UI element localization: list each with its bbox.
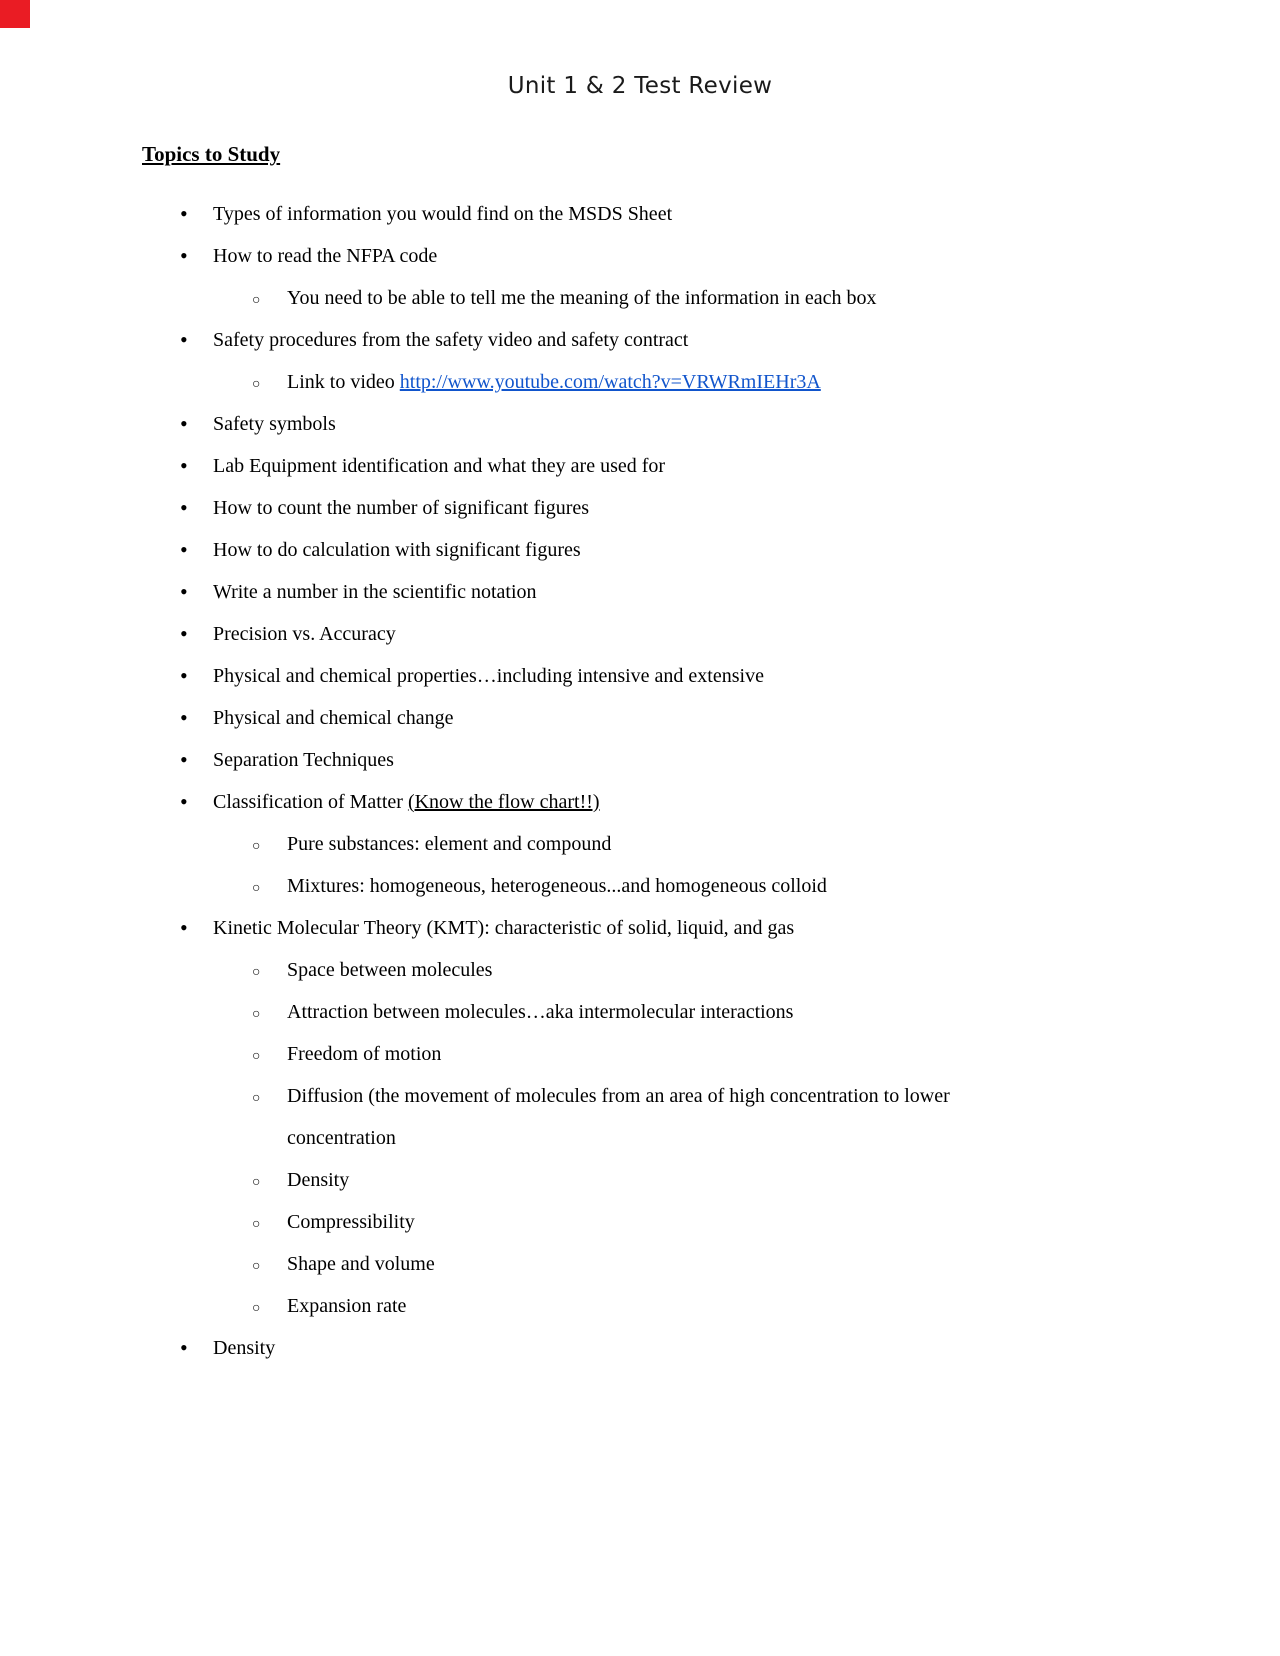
list-item — [0, 1285, 1280, 1327]
list-item — [0, 613, 1280, 655]
bullet-icon — [180, 739, 188, 782]
list-item — [0, 235, 1280, 277]
circle-bullet-icon — [252, 865, 260, 910]
list-item — [0, 319, 1280, 361]
topic-text: How to count the number of significant figures — [213, 497, 590, 519]
list-item — [0, 1201, 1280, 1243]
topic-text: Freedom of motion — [287, 1043, 442, 1065]
topics-list — [0, 193, 1280, 1369]
topic-text: Lab Equipment identification and what they are used for — [213, 455, 666, 477]
bullet-icon — [180, 781, 188, 824]
list-item — [0, 571, 1280, 613]
topic-text: Space between molecules — [287, 959, 493, 981]
bullet-icon — [180, 235, 188, 278]
list-item — [0, 697, 1280, 739]
bullet-icon — [180, 613, 188, 656]
red-corner-marker — [0, 0, 30, 28]
list-item — [0, 1075, 1280, 1159]
list-item — [0, 361, 1280, 403]
flow-chart-note: (Know the flow chart!!) — [407, 791, 600, 813]
circle-bullet-icon — [252, 1243, 260, 1288]
topic-text: Types of information you would find on the MSDS Sheet — [213, 203, 673, 225]
list-item — [0, 529, 1280, 571]
topic-text: Pure substances: element and compound — [287, 833, 612, 855]
bullet-icon — [180, 907, 188, 950]
youtube-link[interactable]: http://www.youtube.com/watch?v=VRWRmIEHr3A — [399, 371, 821, 393]
list-item — [0, 739, 1280, 781]
topic-text: Expansion rate — [287, 1295, 407, 1317]
list-item — [0, 823, 1280, 865]
topic-text: Kinetic Molecular Theory (KMT): characteristic of solid, liquid, and gas — [213, 917, 795, 939]
page-title: Unit 1 & 2 Test Review — [507, 73, 773, 99]
list-item — [0, 445, 1280, 487]
list-item — [0, 781, 1280, 823]
topic-text: Shape and volume — [287, 1253, 435, 1275]
circle-bullet-icon — [252, 991, 260, 1036]
bullet-icon — [180, 1327, 188, 1370]
circle-bullet-icon — [252, 1033, 260, 1078]
circle-bullet-icon — [252, 1159, 260, 1204]
circle-bullet-icon — [252, 1285, 260, 1330]
topic-text: Physical and chemical properties…including intensive and extensive — [213, 665, 764, 687]
topic-text: How to read the NFPA code — [213, 245, 438, 267]
topic-text-prefix: Classification of Matter — [213, 791, 408, 813]
list-item — [0, 991, 1280, 1033]
list-item — [0, 1243, 1280, 1285]
topic-text: Density — [213, 1337, 276, 1359]
circle-bullet-icon — [252, 361, 260, 406]
circle-bullet-icon — [252, 277, 260, 322]
list-item — [0, 655, 1280, 697]
topic-text: Density — [287, 1169, 350, 1191]
bullet-icon — [180, 697, 188, 740]
bullet-icon — [180, 655, 188, 698]
list-item — [0, 907, 1280, 949]
topic-text: You need to be able to tell me the meaning of the information in each box — [287, 287, 877, 309]
bullet-icon — [180, 445, 188, 488]
circle-bullet-icon — [252, 823, 260, 868]
section-heading: Topics to Study — [142, 142, 281, 166]
topic-text: Mixtures: homogeneous, heterogeneous...and homogeneous colloid — [287, 875, 827, 897]
topic-text: Safety procedures from the safety video and safety contract — [213, 329, 689, 351]
topic-text-prefix: Link to video — [287, 371, 400, 393]
list-item — [0, 949, 1280, 991]
topic-text: Diffusion (the movement of molecules from an area of high concentration to lower concentration — [287, 1085, 950, 1149]
list-item — [0, 403, 1280, 445]
bullet-icon — [180, 193, 188, 236]
list-item — [0, 1159, 1280, 1201]
list-item — [0, 1327, 1280, 1369]
topic-text: Write a number in the scientific notation — [213, 581, 537, 603]
topic-text: Attraction between molecules…aka intermolecular interactions — [287, 1001, 794, 1023]
topic-text: Separation Techniques — [213, 749, 394, 771]
circle-bullet-icon — [252, 949, 260, 994]
topic-text: Safety symbols — [213, 413, 336, 435]
list-item — [0, 277, 1280, 319]
list-item — [0, 193, 1280, 235]
list-item — [0, 1033, 1280, 1075]
topic-text: Compressibility — [287, 1211, 415, 1233]
bullet-icon — [180, 529, 188, 572]
bullet-icon — [180, 487, 188, 530]
list-item — [0, 487, 1280, 529]
bullet-icon — [180, 319, 188, 362]
circle-bullet-icon — [252, 1201, 260, 1246]
topic-text: Precision vs. Accuracy — [213, 623, 396, 645]
circle-bullet-icon — [252, 1075, 260, 1120]
topic-text: How to do calculation with significant figures — [213, 539, 581, 561]
bullet-icon — [180, 571, 188, 614]
topic-text: Physical and chemical change — [213, 707, 454, 729]
bullet-icon — [180, 403, 188, 446]
list-item — [0, 865, 1280, 907]
